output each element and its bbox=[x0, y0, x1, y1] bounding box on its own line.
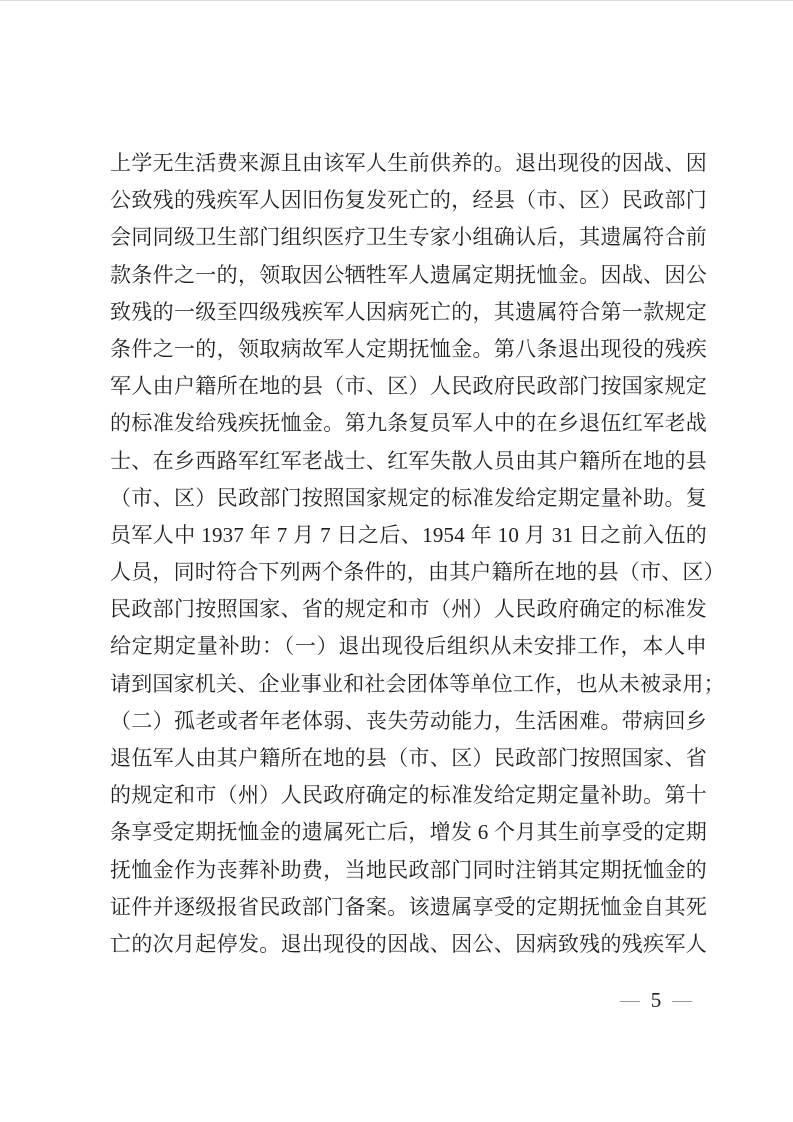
text-line: 上学无生活费来源且由该军人生前供养的。退出现役的因战、因 bbox=[110, 151, 707, 175]
text-line: 人员，同时符合下列两个条件的，由其户籍所在地的县（市、区） bbox=[110, 560, 725, 585]
body-text bbox=[110, 145, 725, 963]
text-line: 条享受定期抚恤金的遗属死亡后，增发 6 个月其生前享受的定期 bbox=[110, 820, 707, 845]
footer-dash-left: — bbox=[620, 989, 640, 1011]
text-line: 给定期定量补助：（一）退出现役后组织从未安排工作，本人申 bbox=[110, 634, 707, 659]
scan-edge-line bbox=[0, 0, 793, 1]
page-footer bbox=[620, 987, 692, 1013]
text-line: 证件并逐级报省民政部门备案。该遗属享受的定期抚恤金自其死 bbox=[110, 894, 707, 919]
text-line: 军人由户籍所在地的县（市、区）人民政府民政部门按国家规定 bbox=[110, 374, 707, 399]
text-line: 款条件之一的，领取因公牺牲军人遗属定期抚恤金。因战、因公 bbox=[110, 262, 707, 287]
text-line: 条件之一的，领取病故军人定期抚恤金。第八条退出现役的残疾 bbox=[110, 336, 707, 361]
text-line: 民政部门按照国家、省的规定和市（州）人民政府确定的标准发 bbox=[110, 597, 707, 622]
footer-dash-right: — bbox=[672, 989, 692, 1011]
text-line: 会同同级卫生部门组织医疗卫生专家小组确认后，其遗属符合前 bbox=[110, 225, 707, 250]
text-line: 公致残的残疾军人因旧伤复发死亡的，经县（市、区）民政部门 bbox=[110, 188, 707, 213]
text-line: 的规定和市（州）人民政府确定的标准发给定期定量补助。第十 bbox=[110, 783, 707, 808]
text-line: 抚恤金作为丧葬补助费，当地民政部门同时注销其定期抚恤金的 bbox=[110, 857, 707, 882]
text-line: 亡的次月起停发。退出现役的因战、因公、因病致残的残疾军人 bbox=[110, 931, 707, 956]
page-number: 5 bbox=[650, 988, 662, 1012]
text-line: 致残的一级至四级残疾军人因病死亡的，其遗属符合第一款规定 bbox=[110, 299, 707, 324]
text-line: 的标准发给残疾抚恤金。第九条复员军人中的在乡退伍红军老战 bbox=[110, 411, 707, 436]
text-line: 请到国家机关、企业事业和社会团体等单位工作，也从未被录用； bbox=[110, 671, 725, 696]
text-line: （二）孤老或者年老体弱、丧失劳动能力，生活困难。带病回乡 bbox=[110, 708, 707, 733]
text-line: （市、区）民政部门按照国家规定的标准发给定期定量补助。复 bbox=[110, 485, 707, 510]
text-line: 士、在乡西路军红军老战士、红军失散人员由其户籍所在地的县 bbox=[110, 448, 707, 473]
text-line: 退伍军人由其户籍所在地的县（市、区）民政部门按照国家、省 bbox=[110, 746, 707, 770]
text-line: 员军人中 1937 年 7 月 7 日之后、1954 年 10 月 31 日之前入伍的 bbox=[110, 522, 707, 547]
